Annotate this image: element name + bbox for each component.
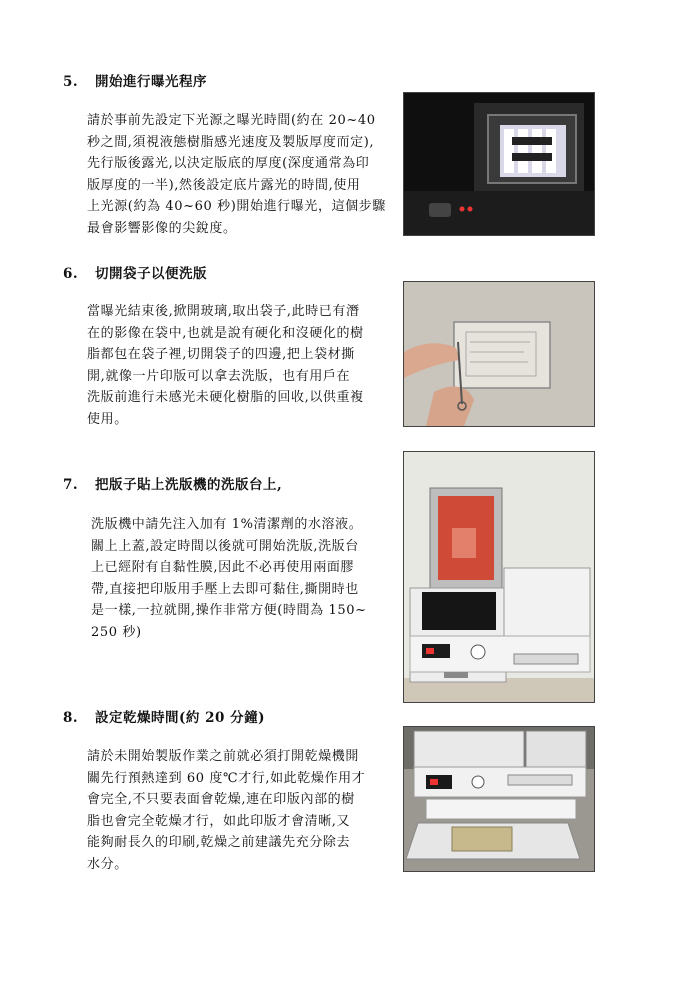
paragraph-line: 版厚度的一半),然後設定底片露光的時間,使用 <box>87 177 361 193</box>
paragraph-line: 上已經附有自黏性膜,因此不必再使用兩面膠 <box>91 560 355 576</box>
paragraph-line: 使用。 <box>87 411 128 427</box>
section-title: 切開袋子以便洗版 <box>95 266 207 282</box>
section-title: 開始進行曝光程序 <box>95 74 207 90</box>
paragraph-line: 在的影像在袋中,也就是說有硬化和沒硬化的樹 <box>87 325 364 341</box>
section-8-heading <box>63 706 265 726</box>
paragraph-line: 開,就像一片印版可以拿去洗版，也有用戶在 <box>87 368 351 384</box>
paragraph-line: 當曝光結束後,掀開玻璃,取出袋子,此時已有潛 <box>87 304 360 319</box>
section-title: 設定乾燥時間(約 20 分鐘) <box>95 710 265 726</box>
section-number: 5. <box>63 74 79 90</box>
paragraph-line: 上光源(約為 40~60 秒)開始進行曝光，這個步驟 <box>87 199 386 215</box>
exposure-unit-photo <box>403 92 595 236</box>
paragraph-line: 請於事前先設定下光源之曝光時間(約在 20~40 <box>87 113 376 128</box>
section-6-paragraph <box>87 301 364 431</box>
paragraph-line: 250 秒) <box>91 624 142 640</box>
section-7-heading <box>63 473 282 493</box>
section-7-paragraph <box>91 514 367 644</box>
paragraph-line: 脂都包在袋子裡,切開袋子的四邊,把上袋材撕 <box>87 347 355 363</box>
paragraph-line: 請於未開始製版作業之前就必須打開乾燥機開 <box>87 749 360 764</box>
section-number: 7. <box>63 477 79 493</box>
cutting-bag-photo <box>403 281 595 427</box>
paragraph-line: 能夠耐長久的印刷,乾燥之前建議先充分除去 <box>87 835 351 851</box>
section-number: 8. <box>63 710 79 726</box>
section-5-heading <box>63 70 207 90</box>
washout-machine-photo <box>403 451 595 703</box>
paragraph-line: 會完全,不只要表面會乾燥,連在印版內部的樹 <box>87 792 355 808</box>
paragraph-line: 關上上蓋,設定時間以後就可開始洗版,洗版台 <box>91 538 359 554</box>
paragraph-line: 先行版後露光,以決定版底的厚度(深度通常為印 <box>87 156 370 172</box>
drying-drawer-photo <box>403 726 595 872</box>
paragraph-line: 帶,直接把印版用手壓上去即可黏住,撕開時也 <box>91 581 359 597</box>
paragraph-line: 洗版機中請先注入加有 1%清潔劑的水溶液。 <box>91 517 363 532</box>
paragraph-line: 脂也會完全乾燥才行，如此印版才會清晰,又 <box>87 813 351 829</box>
paragraph-line: 是一樣,一拉就開,操作非常方便(時間為 150~ <box>91 603 367 619</box>
paragraph-line: 最會影響影像的尖銳度。 <box>87 220 237 236</box>
paragraph-line: 水分。 <box>87 856 128 872</box>
paragraph-line: 洗版前進行未感光未硬化樹脂的回收,以供重複 <box>87 390 364 406</box>
paragraph-line: 秒之間,須視液態樹脂感光速度及製版厚度而定), <box>87 134 375 150</box>
section-6-heading <box>63 262 207 282</box>
section-title: 把版子貼上洗版機的洗版台上, <box>95 477 283 493</box>
paragraph-line: 關先行預熱達到 60 度℃才行,如此乾燥作用才 <box>87 770 366 786</box>
section-5-paragraph <box>87 110 386 240</box>
section-8-paragraph <box>87 746 365 876</box>
section-number: 6. <box>63 266 79 282</box>
